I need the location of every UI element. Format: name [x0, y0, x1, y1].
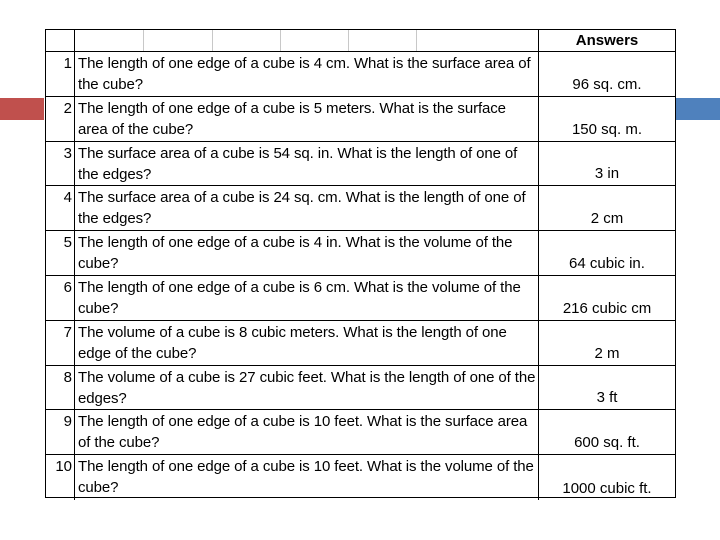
question-number: 6: [46, 276, 75, 320]
question-number: 4: [46, 186, 75, 230]
question-number: 8: [46, 366, 75, 410]
answer-cell: [538, 97, 675, 141]
answer-cell: [538, 186, 675, 230]
table-header-row: [46, 30, 675, 52]
question-number: 7: [46, 321, 75, 365]
header-cell: [281, 30, 349, 51]
answer-value: 600 sq. ft.: [574, 434, 640, 452]
answer-cell: [538, 321, 675, 365]
question-number: 2: [46, 97, 75, 141]
question-text: The length of one edge of a cube is 6 cm. What is the volume of the cube?: [78, 279, 521, 317]
accent-bar-right: [676, 98, 720, 120]
question-number: 9: [46, 410, 75, 454]
table-row: [46, 410, 675, 455]
answer-cell: [538, 142, 675, 186]
answer-value: 64 cubic in.: [569, 254, 645, 272]
header-cell: [46, 30, 75, 51]
answers-header: Answers: [538, 30, 675, 51]
table-row: [46, 455, 675, 500]
question-text: The surface area of a cube is 54 sq. in. What is the length of one of the edges?: [78, 144, 518, 183]
answer-cell: [538, 455, 675, 500]
question-text: The length of one edge of a cube is 10 feet. What is the surface area of the cube?: [78, 413, 528, 452]
question-number: 3: [46, 142, 75, 186]
question-text: The length of one edge of a cube is 4 cm. What is the surface area of the cube?: [78, 55, 531, 93]
question-text: The length of one edge of a cube is 5 meters. What is the surface area of the cube?: [78, 99, 506, 138]
question-number: 10: [46, 455, 75, 500]
question-text: The volume of a cube is 8 cubic meters. What is the length of one edge of the cube?: [78, 323, 507, 362]
answer-table: [45, 29, 676, 498]
header-cell: [349, 30, 417, 51]
question-text: The surface area of a cube is 24 sq. cm. What is the length of one of the edges?: [78, 189, 526, 228]
question-number: 5: [46, 231, 75, 275]
table-row: [46, 276, 675, 321]
answer-cell: [538, 276, 675, 320]
accent-bar-left: [0, 98, 44, 120]
answer-cell: [538, 231, 675, 275]
question-number: 1: [46, 52, 75, 96]
table-row: [46, 142, 675, 187]
header-cell: [75, 30, 144, 51]
answer-value: 1000 cubic ft.: [562, 479, 652, 497]
header-cell: [417, 30, 538, 51]
table-row: [46, 97, 675, 142]
header-cell: [144, 30, 213, 51]
answer-cell: [538, 366, 675, 410]
question-text: The volume of a cube is 27 cubic feet. What is the length of one of the edges?: [78, 368, 536, 407]
question-text: The length of one edge of a cube is 4 in. What is the volume of the cube?: [78, 234, 513, 273]
table-row: [46, 366, 675, 411]
answer-value: 2 cm: [590, 210, 624, 228]
answer-cell: [538, 52, 675, 96]
answer-value: 2 m: [594, 344, 620, 362]
answer-value: 3 ft: [596, 389, 618, 407]
answer-cell: [538, 410, 675, 454]
answer-value: 3 in: [594, 165, 620, 183]
table-row: [46, 52, 675, 97]
answer-value: 150 sq. m.: [571, 120, 643, 138]
table-row: [46, 321, 675, 366]
table-row: [46, 186, 675, 231]
answer-value: 96 sq. cm.: [572, 75, 642, 93]
header-cell: [213, 30, 281, 51]
table-row: [46, 231, 675, 276]
question-text: The length of one edge of a cube is 10 feet. What is the volume of the cube?: [78, 458, 534, 497]
answer-value: 216 cubic cm: [562, 299, 652, 317]
